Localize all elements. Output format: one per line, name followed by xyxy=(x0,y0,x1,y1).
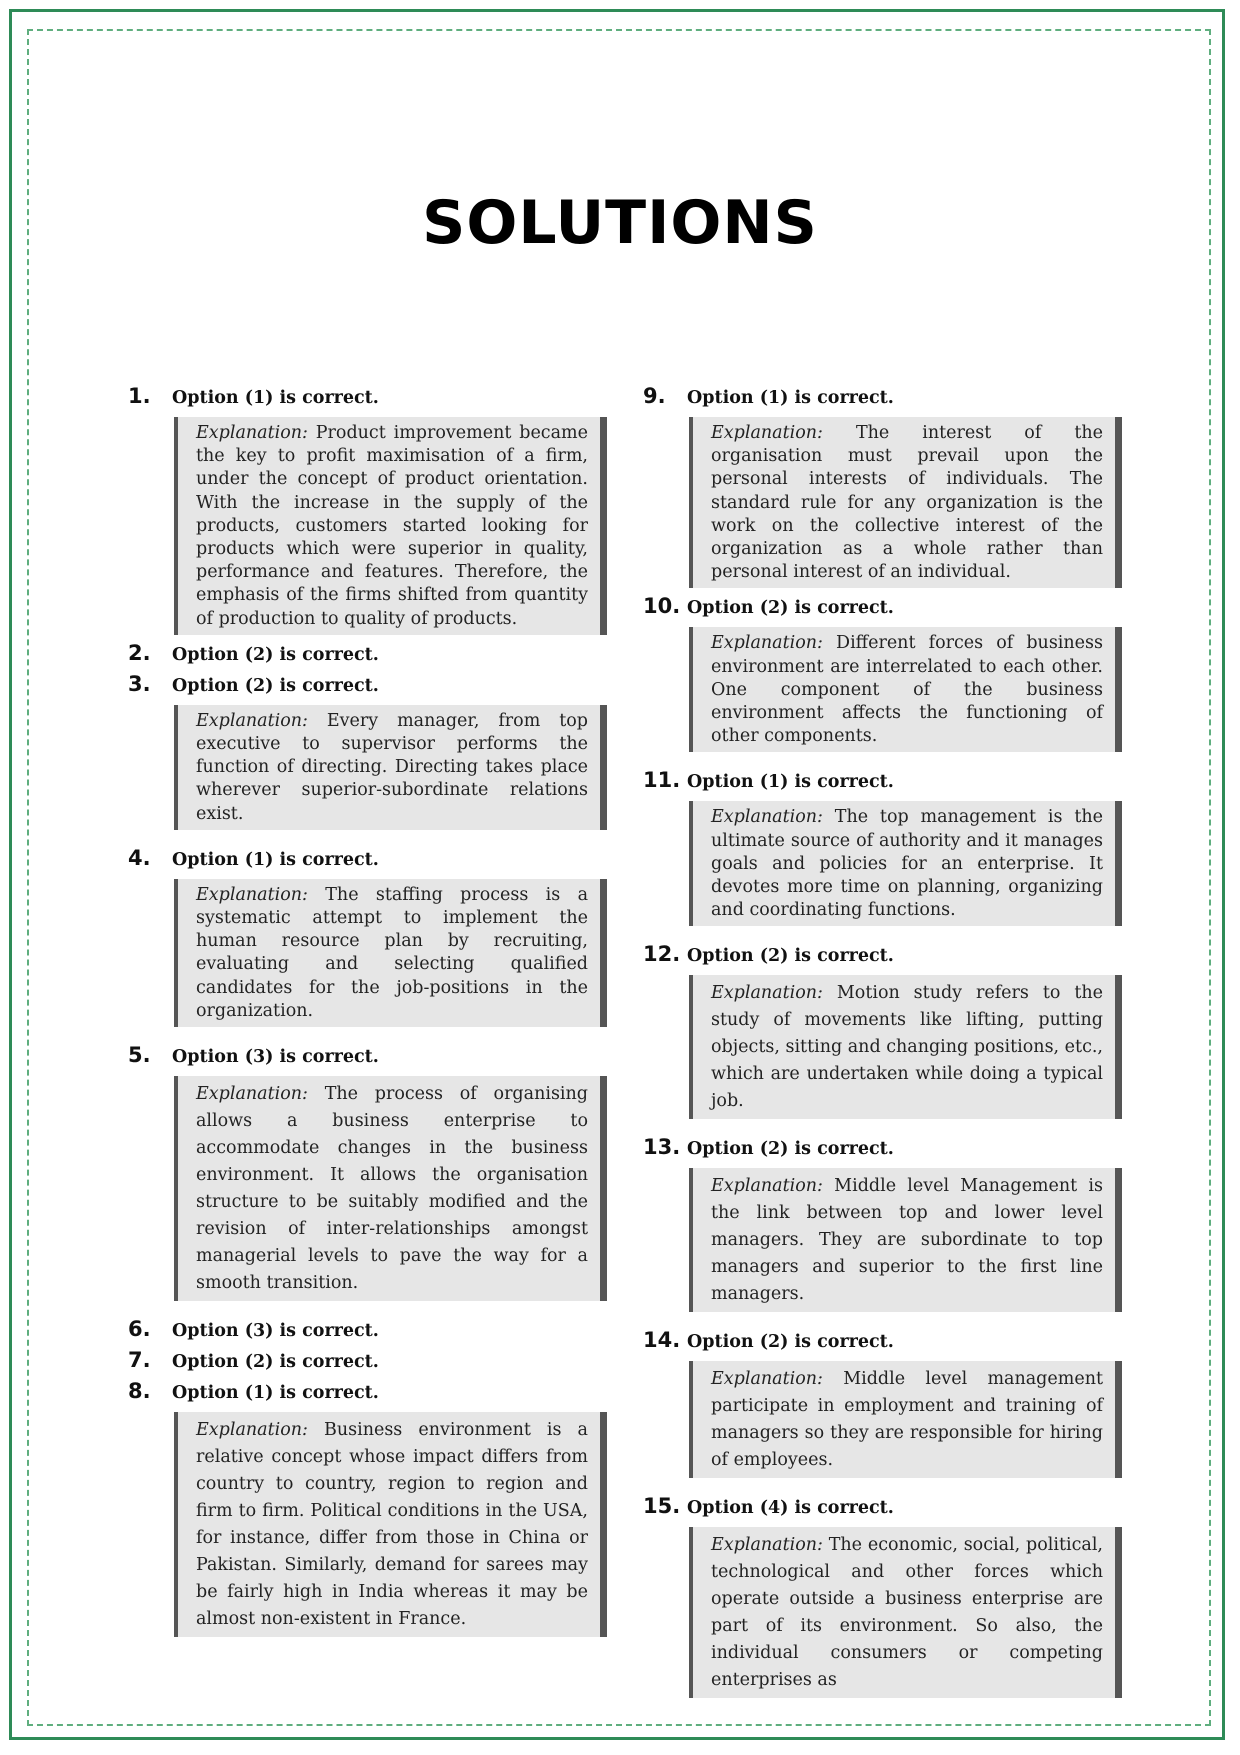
question-number: 6. xyxy=(128,1317,151,1342)
solution-item xyxy=(128,846,608,1027)
solutions-column-right xyxy=(643,384,1123,1698)
explanation-text: Middle level management participate in employment and training of managers so they are responsible for hiring of employees. xyxy=(711,1369,1103,1471)
correct-option: Option (2) is correct. xyxy=(687,946,894,967)
solution-item xyxy=(128,384,608,635)
explanation-box xyxy=(689,801,1122,926)
solution-item xyxy=(643,768,1123,926)
explanation-label: Explanation: xyxy=(711,1176,823,1197)
solution-item xyxy=(643,1494,1123,1698)
correct-option: Option (2) is correct. xyxy=(687,1332,894,1353)
solution-item xyxy=(128,641,608,672)
correct-option: Option (1) is correct. xyxy=(172,849,379,870)
explanation-box xyxy=(689,975,1122,1119)
correct-option: Option (2) is correct. xyxy=(172,675,379,696)
explanation-text: Motion study refers to the study of movements like lifting, putting objects, sitting and changing positions, etc., which are undertaken while doing a typical job. xyxy=(711,983,1103,1112)
explanation-box xyxy=(689,417,1122,588)
explanation-label: Explanation: xyxy=(196,710,308,731)
explanation-box xyxy=(689,1361,1122,1478)
solution-item xyxy=(128,1317,608,1348)
solution-item xyxy=(643,384,1123,588)
explanation-box xyxy=(174,705,607,830)
correct-option: Option (3) is correct. xyxy=(172,1321,379,1342)
explanation-box xyxy=(174,1412,607,1637)
question-number: 12. xyxy=(643,942,681,967)
question-number: 2. xyxy=(128,640,151,665)
explanation-label: Explanation: xyxy=(196,884,308,905)
solution-item xyxy=(128,1379,608,1637)
explanation-label: Explanation: xyxy=(711,633,823,654)
explanation-text: Business environment is a relative concept whose impact differs from country to country, region to region and firm to firm. Political conditions in the USA, for instance, differ from those in China or Pakistan. Similarly, demand for sarees may be fairly high in India whereas it may be almost non-existent in France. xyxy=(196,1420,588,1630)
explanation-text: Product improvement became the key to profit maximisation of a firm, under the concept of product orientation. With the increase in the supply of the products, customers started looking for products which were superior in quality, performance and features. Therefore, the emphasis of the firms shifted from quantity of production to quality of products. xyxy=(196,423,588,629)
question-number: 14. xyxy=(643,1328,681,1353)
solution-item xyxy=(643,1135,1123,1312)
solution-item xyxy=(128,672,608,830)
explanation-box xyxy=(174,417,607,635)
explanation-text: The top management is the ultimate source of authority and it manages goals and policies for an enterprise. It devotes more time on planning, organizing and coordinating functions. xyxy=(711,807,1103,921)
question-number: 7. xyxy=(128,1348,151,1373)
solution-item xyxy=(643,594,1123,752)
correct-option: Option (1) is correct. xyxy=(172,388,379,408)
explanation-label: Explanation: xyxy=(711,1369,823,1390)
question-number: 11. xyxy=(643,768,681,793)
explanation-text: Middle level Management is the link between top and lower level managers. They are subordinate to top managers and superior to the first line managers. xyxy=(711,1176,1103,1305)
explanation-box xyxy=(689,1527,1122,1698)
explanation-text: The staffing process is a systematic attempt to implement the human resource plan by recruiting, evaluating and selecting qualified candidates for the job-positions in the organization. xyxy=(196,884,588,1021)
solution-item xyxy=(128,1043,608,1301)
correct-option: Option (1) is correct. xyxy=(172,1383,379,1404)
explanation-text: The process of organising allows a business enterprise to accommodate changes in the business environment. It allows the organisation structure to be suitably modified and the revision of inter-relationships amongst managerial levels to pave the way for a smooth transition. xyxy=(196,1084,588,1294)
page-title: SOLUTIONS xyxy=(422,188,818,258)
question-number: 3. xyxy=(128,671,151,696)
correct-option: Option (2) is correct. xyxy=(172,644,379,665)
question-number: 15. xyxy=(643,1494,681,1519)
question-number: 8. xyxy=(128,1379,151,1404)
correct-option: Option (2) is correct. xyxy=(687,598,894,619)
solution-item xyxy=(643,942,1123,1119)
explanation-text: The economic, social, political, technological and other forces which operate outside a business enterprise are part of its environment. So also, the individual consumers or competing enterprises as xyxy=(711,1535,1103,1691)
question-number: 4. xyxy=(128,845,151,870)
correct-option: Option (4) is correct. xyxy=(687,1498,894,1519)
explanation-label: Explanation: xyxy=(196,1420,308,1441)
correct-option: Option (2) is correct. xyxy=(687,1139,894,1160)
explanation-label: Explanation: xyxy=(711,983,823,1004)
solutions-column-left xyxy=(128,384,608,1637)
explanation-label: Explanation: xyxy=(196,423,308,443)
question-number: 1. xyxy=(128,384,151,408)
explanation-label: Explanation: xyxy=(711,423,823,443)
question-number: 9. xyxy=(643,384,666,408)
question-number: 10. xyxy=(643,594,681,619)
correct-option: Option (1) is correct. xyxy=(687,388,894,408)
question-number: 13. xyxy=(643,1135,681,1160)
explanation-box xyxy=(174,879,607,1027)
explanation-text: Different forces of business environment are interrelated to each other. One component of the business environment affects the functioning of other components. xyxy=(711,633,1103,747)
explanation-text: Every manager, from top executive to supervisor performs the function of directing. Directing takes place wherever superior-subordinate relations exist. xyxy=(196,710,588,824)
explanation-label: Explanation: xyxy=(711,807,823,828)
correct-option: Option (2) is correct. xyxy=(172,1352,379,1373)
explanation-box xyxy=(689,1168,1122,1312)
explanation-text: The interest of the organisation must prevail upon the personal interests of individuals. The standard rule for any organization is the work on the collective interest of the organization as a whole rather than personal interest of an individual. xyxy=(711,423,1103,583)
solution-item xyxy=(643,1328,1123,1478)
explanation-label: Explanation: xyxy=(711,1535,823,1556)
explanation-box xyxy=(174,1076,607,1301)
explanation-box xyxy=(689,627,1122,752)
solution-item xyxy=(128,1348,608,1379)
explanation-label: Explanation: xyxy=(196,1084,308,1105)
correct-option: Option (1) is correct. xyxy=(687,772,894,793)
correct-option: Option (3) is correct. xyxy=(172,1047,379,1068)
question-number: 5. xyxy=(128,1043,151,1068)
